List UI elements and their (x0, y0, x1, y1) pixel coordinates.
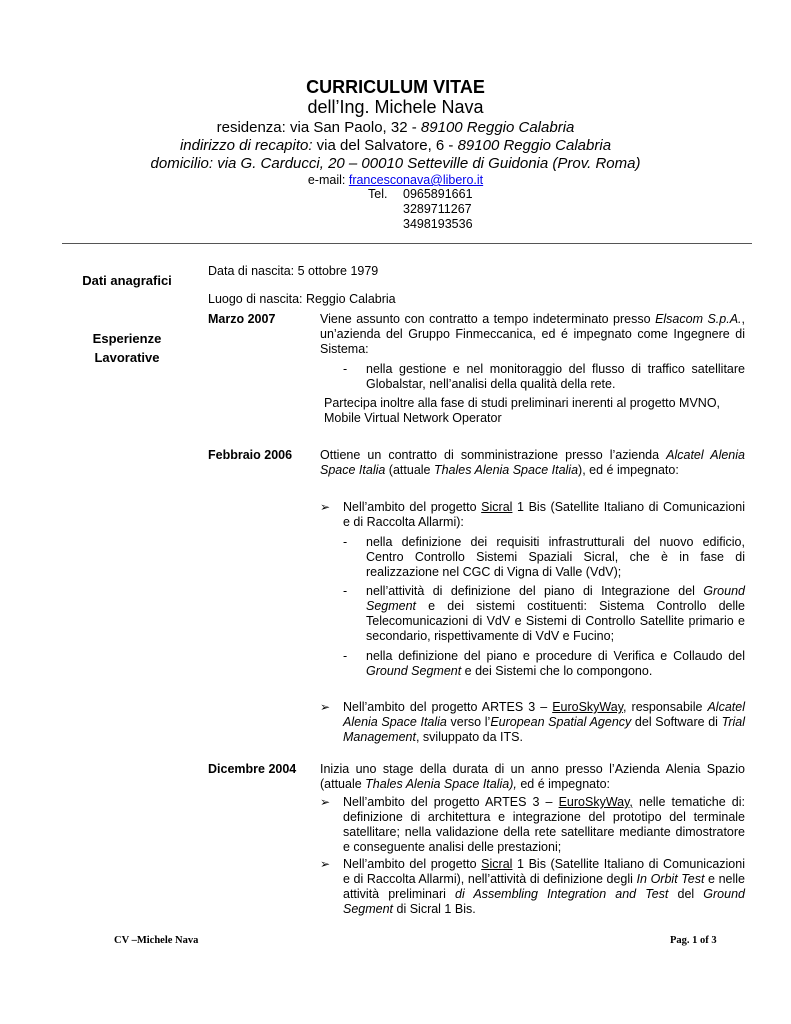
exp2-a2d: Alcatel Alenia Space Italia (343, 700, 745, 729)
exp2-intro-a: Ottiene un contratto di somministrazione presso l’azienda (320, 448, 667, 462)
exp3-a2h: Ground Segment (343, 887, 745, 916)
tel-label: Tel. (368, 187, 388, 201)
residenza-line (0, 119, 791, 136)
exp2-dash3 (366, 649, 745, 679)
exp2-company-new: Thales Alenia Space Italia (433, 463, 579, 477)
exp3-a2i: di Sicral 1 Bis. (393, 902, 476, 916)
exp3-a2f: di Assembling Integration and Test (455, 887, 669, 901)
exp3-arrow1 (343, 795, 745, 855)
exp2-d2b: Ground Segment (366, 584, 745, 613)
exp1-intro-c: , un’azienda del Gruppo Finmeccanica, ed é impegnato come Ingegnere di Sistema: (320, 312, 745, 356)
email-link[interactable]: francesconava@libero.it (348, 173, 484, 187)
page-title: CURRICULUM VITAE (306, 77, 485, 97)
domicilio-line (0, 155, 791, 172)
exp2-a2a: Nell’ambito del progetto ARTES 3 – (343, 700, 553, 714)
arrow-bullet-icon: ➢ (320, 795, 331, 809)
footer-left: CV –Michele Nava (114, 935, 199, 946)
header-divider (62, 243, 752, 244)
phone-1: 0965891661 (403, 187, 473, 201)
recapito-line (0, 137, 791, 154)
exp1-intro-a: Viene assunto con contratto a tempo indeterminato presso (320, 312, 656, 326)
luogo-nascita: Luogo di nascita: Reggio Calabria (208, 292, 396, 306)
exp3-a1a: Nell’ambito del progetto ARTES 3 – (343, 795, 559, 809)
exp1-date: Marzo 2007 (208, 312, 276, 326)
data-nascita: Data di nascita: 5 ottobre 1979 (208, 264, 379, 278)
exp2-dash2 (366, 584, 745, 644)
exp2-arrow2 (343, 700, 745, 745)
exp2-intro (320, 448, 745, 478)
exp1-bullet: nella gestione e nel monitoraggio del flusso di traffico satellitare Globalstar, nell’analisi della qualità della rete. (366, 362, 745, 391)
section-esperienze-line1: Esperienze (92, 331, 162, 346)
dash-bullet-icon: - (343, 649, 348, 663)
recapito-city: 89100 Reggio Calabria (457, 137, 612, 154)
exp3-a2e: e nelle attività preliminari (343, 872, 746, 901)
exp2-d2a: nell’attività di definizione del piano di Integrazione del (366, 584, 704, 598)
section-esperienze (62, 329, 192, 367)
dash-bullet-icon: - (343, 584, 348, 598)
dash-bullet-icon: - (343, 535, 348, 549)
arrow-bullet-icon: ➢ (320, 700, 331, 714)
email-label: e-mail: (307, 173, 349, 187)
exp3-a2a: Nell’ambito del progetto (343, 857, 482, 871)
exp2-d3b: Ground Segment (366, 664, 462, 678)
exp2-a2h: Trial Management (343, 715, 745, 744)
exp3-a1c: nelle tematiche di: definizione di architettura e integrazione del prototipo del terminale satellitare; nella validazione della rete satellitare mediante dimostratore e conseguente analisi delle prestazioni; (343, 795, 745, 854)
exp3-date: Dicembre 2004 (208, 762, 297, 776)
domicilio-text: domicilio: via G. Carducci, 20 – 00010 Setteville di Guidonia (Prov. Roma) (150, 155, 641, 172)
exp3-a2d: In Orbit Test (636, 872, 705, 886)
exp3-intro-a: Inizia uno stage della durata di un anno presso l’Azienda Alenia Spazio (attuale (320, 762, 745, 791)
exp3-arrow2 (343, 857, 745, 917)
exp2-a2e: verso l’ (446, 715, 491, 729)
email-line (0, 173, 791, 187)
exp2-sicral: Sicral (481, 500, 513, 514)
exp3-a2g: del (668, 887, 704, 901)
recapito-street: via del Salvatore, 6 - (312, 137, 458, 154)
footer-page-number: Pag. 1 of 3 (670, 935, 717, 946)
exp2-dash1: nella definizione dei requisiti infrastrutturali del nuovo edificio, Centro Controllo Sistemi Spaziali Sicral, che è in fase di realizzazione nel CGC di Vigna di Valle (VdV); (366, 535, 745, 579)
phone-2: 3289711267 (403, 202, 472, 216)
exp2-a1a: Nell’ambito del progetto (343, 500, 482, 514)
residenza-label: residenza: (216, 119, 286, 136)
exp2-d2c: e dei sistemi costituenti: Sistema Controllo delle Telecomunicazioni di VdV e Sistemi di Controllo Satellite primario e secondario, rispettivamente di VdV e Fucino; (366, 599, 745, 643)
exp1-company: Elsacom S.p.A. (655, 312, 742, 326)
exp3-intro-c: ed é impegnato: (516, 777, 610, 791)
exp2-intro-e: ), ed é impegnato: (578, 463, 679, 477)
exp2-date: Febbraio 2006 (208, 448, 293, 462)
arrow-bullet-icon: ➢ (320, 500, 331, 514)
residenza-city: 89100 Reggio Calabria (420, 119, 575, 136)
exp2-a2c: , responsabile (623, 700, 708, 714)
person-name: dell’Ing. Michele Nava (307, 97, 484, 117)
exp2-company: Alcatel Alenia Space Italia (320, 448, 745, 477)
exp3-intro (320, 762, 745, 792)
dash-bullet-icon: - (343, 362, 348, 376)
exp2-a2g: del Software di (631, 715, 722, 729)
exp2-arrow1 (343, 500, 745, 530)
arrow-bullet-icon: ➢ (320, 857, 331, 871)
exp3-euroskyway: EuroSkyWay, (558, 795, 633, 809)
exp2-d3a: nella definizione del piano e procedure di Verifica e Collaudo del (366, 649, 745, 663)
exp2-a2f: European Spatial Agency (490, 715, 632, 729)
section-dati-anagrafici: Dati anagrafici (82, 273, 172, 288)
residenza-street: via San Paolo, 32 - (285, 119, 421, 136)
recapito-label: indirizzo di recapito: (179, 137, 313, 154)
section-esperienze-line2: Lavorative (94, 350, 160, 365)
exp2-a1c: 1 Bis (Satellite Italiano di Comunicazioni e di Raccolta Allarmi): (343, 500, 745, 529)
exp3-sicral: Sicral (481, 857, 513, 871)
phone-3: 3498193536 (403, 217, 473, 231)
exp2-euroskyway: EuroSkyWay (552, 700, 624, 714)
exp3-company: Thales Alenia Space Italia), (365, 777, 517, 791)
exp1-intro (320, 312, 745, 357)
exp2-d3c: e dei Sistemi che lo compongono. (461, 664, 653, 678)
exp1-extra: Partecipa inoltre alla fase di studi preliminari inerenti al progetto MVNO, Mobile Virtual Network Operator (324, 396, 721, 425)
exp2-a2i: , sviluppato da ITS. (415, 730, 523, 744)
exp3-a2c: 1 Bis (Satellite Italiano di Comunicazioni e di Raccolta Allarmi), nell’attività di definizione degli (343, 857, 745, 886)
exp2-intro-c: (attuale (385, 463, 434, 477)
